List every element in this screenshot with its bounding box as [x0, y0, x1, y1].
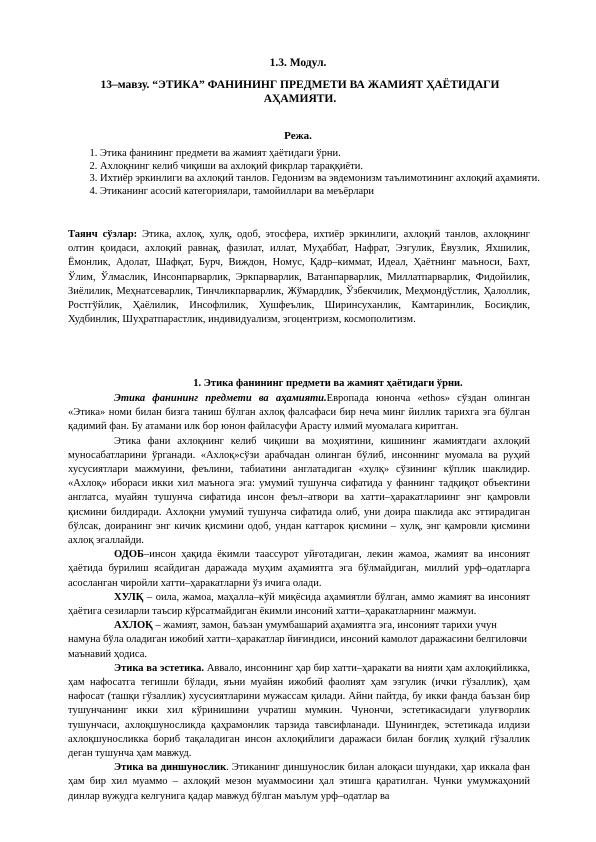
paragraph-ethics-definition: Этика фани ахлоқнинг келиб чиқиши ва моҳиятини, кишининг жамиятдаги ахлоқий муносабатларини ўрганади. «Ахлоқ»сўзи арабчадан олинган бўлиб, инсоннинг муомала ва руҳий хусусиятлари мажмуини, феълини, табиатини англатадиган «хулқ» сўзининг кўплик шаклидир. «Ахлоқ» ибораси икки хил маънога эга: умумий тушунча сифатида у фаннинг тадқиқот объектини англатса, муайян тушунча сифатида инсон феъл–атвори ва хатти–ҳаракатлариинг энг қамровли қисмини билдиради. Ахлоқни умумий тушунча сифатида олиб, уни доира шаклида акс эттирадиган бўлсак, доиранинг энг кичик қисмини одоб, ундан каттарок қисмини – хулқ, энг қамровли қисмини ахлоқ эгаллайди. [68, 435, 530, 547]
topic-title: 13–мавзу. “ЭТИКА” ФАНИНИНГ ПРЕДМЕТИ ВА ЖАМИЯТ ҲАЁТИДАГИ АҲАМИЯТИ. [100, 79, 500, 105]
paragraph-text: – жамият, замон, баъзан умумбашарий аҳамиятга эга, инсоният тарихи учун намуна бўла оладиган ижобий хатти–ҳаракатлар йиғиндиси, инсоний камолот даражасини белгиловчи маънавий ҳодиса. [68, 620, 528, 660]
paragraph-akhloq [68, 619, 530, 662]
paragraph-khulq [68, 591, 530, 619]
section-heading: 1. Этика фанининг предмети ва жамият ҳаётидаги ўрни. [193, 378, 463, 389]
paragraph-text: Европада юнонча «ethos» сўздан олинган «Этика» номи билан бизга таниш бўлган ахлоқ фалсафаси бир неча минг йиллик тарихга эга бўлган қадимий фан. Бу атамани илк бор юнон файласуфи Арасту илмий муомалага киритган. [68, 393, 530, 433]
term-label: Этика ва эстетика. [114, 662, 205, 674]
paragraph-label: Этика фанининг предмети ва аҳамияти. [114, 393, 327, 404]
module-label: 1.3. Модул. [269, 57, 327, 69]
section-body [68, 392, 530, 804]
paragraph-text: . Этиканинг диншунослик билан алоқаси шундаки, ҳар иккала фан ҳам бир хил муаммо – ахлоқий мезон муаммосини ҳал этишга қаратилган. Чунки умумжаҳоний динлар вужудга келгунига қадар мавжуд бўлган маълум урф–одатлар ва [68, 762, 531, 802]
paragraph-odob [68, 548, 530, 591]
plan-title: Режа. [284, 130, 312, 142]
paragraph-subject [68, 392, 530, 435]
plan-list [78, 148, 542, 198]
paragraph-aesthetics [68, 662, 530, 761]
plan-item: 1. Этика фанининг предмети ва жамият ҳаётидаги ўрни. [100, 148, 542, 161]
keywords-text: Этика, ахлоқ, хулқ, одоб, этосфера, ихтиёр эркинлиги, ахлоқий танлов, ахлоқнинг олтин қоидаси, ахлоқий равнақ, фазилат, иллат, Муҳаббат, Нафрат, Эзгулик, Ёвузлик, Яхшилик, Ёмонлик, Адолат, Шафқат, Бурч, Виждон, Номус, Қадр–киммат, Идеал, Ҳаётнинг маъноси, Бахт, Ўлим, Ўлмаслик, Инсонпарварлик, Эркпарварлик, Ватанпарварлик, Миллатпарварлик, Фидойилик, Зиёлилик, Меҳнатсеварлик, Тинчликпарварлик, Жўмардлик, Ўзбекчилик, Меҳмондўстлик, Ҳалоллик, Ростгўйлик, Ҳаёлилик, Инсофлилик, Хушфеълик, Ширинсуханлик, Камтаринлик, Босиқлик, Худбинлик, Шуҳратпарастлик, индивидуализм, эгоцентризм, космополитизм. [68, 229, 530, 326]
plan-item: 4. Этиканинг асосий категориялари, тамойиллари ва меъёрлари [100, 186, 542, 199]
paragraph-text: – оила, жамоа, маҳалла–кўй миқёсида аҳамиятли бўлган, аммо жамият ва инсоният ҳаётига сезиларли таъсир кўрсатмайдиган ёкимли инсоний хатти–ҳаракатларнинг мажмуи. [68, 591, 530, 618]
plan-item: 2. Ахлоқнинг келиб чиқиши ва ахлоқий фикрлар тараққиёти. [100, 161, 542, 174]
paragraph-religion [68, 761, 530, 804]
paragraph-text: –инсон ҳақида ёкимли таассурот уйғотадиган, лекин жамоа, жамият ва инсоният ҳаётида бурилиш ясайдиган даражада муҳим аҳамиятга эга бўлмайдиган, миллий урф–одатларга асосланган чиройли хатти–ҳаракатларни ўз ичига олади. [68, 549, 530, 589]
keywords-paragraph [68, 228, 530, 327]
term-label: АХЛОҚ [114, 620, 153, 632]
term-label: ХУЛҚ [114, 591, 144, 603]
plan-item: 3. Ихтиёр эркинлиги ва ахлоқий танлов. Гедонизм ва эвдемонизм таълимотининг ахлоқий аҳамияти. [100, 173, 542, 186]
term-label: ОДОБ [114, 549, 144, 561]
paragraph-text: Аввало, инсоннинг ҳар бир хатти–ҳаракати ва нияти ҳам ахлоқийликка, ҳам нафосатга тегишли бўлади, яъни муайян ижобий фаолият ҳам эзгулик (ички гўзаллик), ҳам нафосат (ташқи гўзаллик) хусусиятларини мужассам қилади. Айни пайтда, бу икки фанда баъзан бир тушунчанинг икки хил кўринишини учратиш мумкин. Чунончи, эстетикасидаги улуғворлик тушунчаси, ахлоқшуносликда қаҳрамонлик тарзида тавсифланади. Шунингдек, эстетикада илдизи ахлоқшуносликка бориб тақаладиган инсон ахлоқийлиги даражаси билан боғлиқ хулқий гўзаллик деган тушунча ҳам мавжуд. [68, 662, 530, 760]
keywords-label: Таянч сўзлар: [68, 229, 138, 240]
term-label: Этика ва диншунослик [114, 762, 227, 774]
